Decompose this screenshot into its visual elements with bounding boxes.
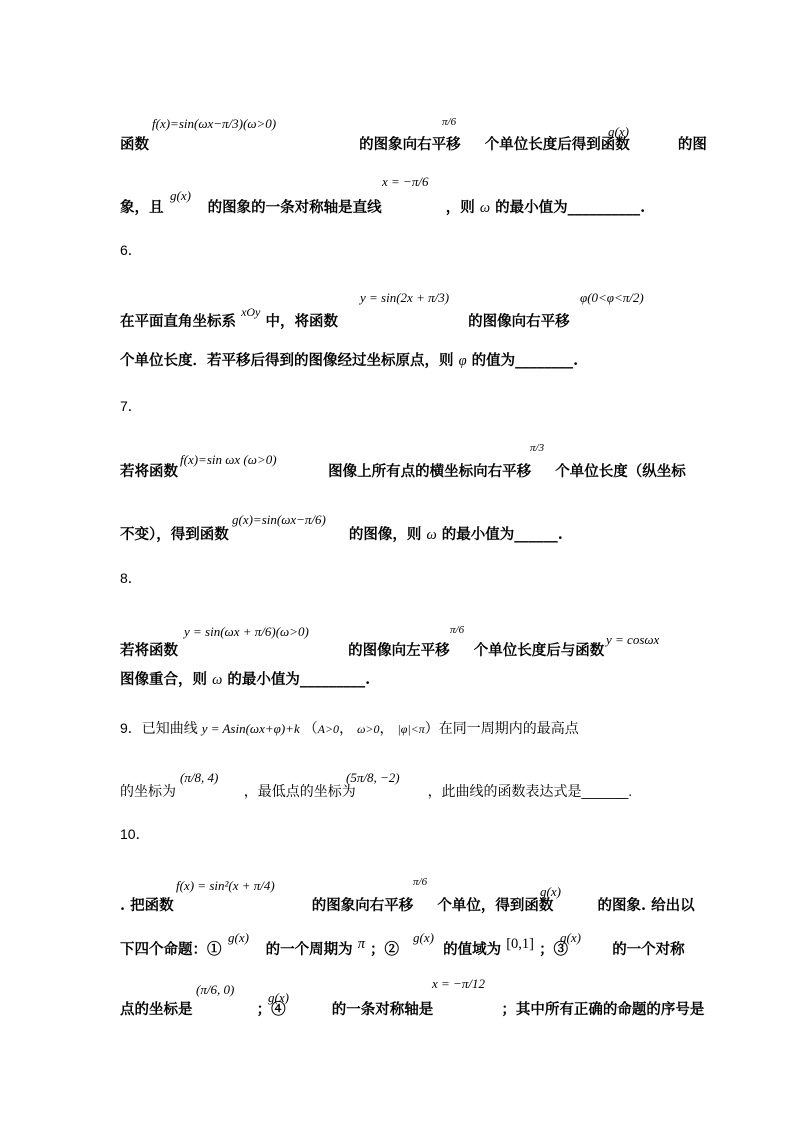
shift-8: π/6 <box>450 624 465 636</box>
problem-9-line-2: 的坐标为 ，最低点的坐标为 ，此曲线的函数表达式是______. <box>120 783 633 799</box>
problem-8-line-2: 图像重合，则 ω 的最小值为_________. <box>120 671 371 688</box>
problem-6-line-2: 个单位长度．若平移后得到的图像经过坐标原点，则 φ 的值为________. <box>120 352 579 369</box>
min-point-9: (5π/8, −2) <box>346 770 400 785</box>
formula-g-7: g(x)=sin(ωx−π/6) <box>232 512 326 527</box>
problem-5-line-1: 函数 的图象向右平移 个单位长度后得到函数 的图 <box>120 136 707 153</box>
problem-8-number: 8． <box>120 570 142 586</box>
problem-10-line-2: 下四个命题：① 的一个周期为 π ；② 的值域为 [0,1] ；③ 的一个对称 <box>120 936 685 958</box>
problem-9-line-1: 9．已知曲线 y = Asin(ωx+φ)+k （A>0， ω>0， |φ|<π）在同一周期内的最高点 <box>120 720 579 736</box>
problem-6-line-1: 在平面直角坐标系 $^{xOy}$ 中，将函数 的图像向右平移 <box>120 305 570 330</box>
max-point-9: (π/8, 4) <box>180 770 219 785</box>
formula-y-8: y = sin(ωx + π/6)(ω>0) <box>184 624 309 639</box>
g3-10: g(x) <box>560 930 581 945</box>
axis-10: x = −π/12 <box>432 976 485 991</box>
problem-5-line-2: 象，且 的图象的一条对称轴是直线 ，则 ω 的最小值为__________. <box>120 199 646 216</box>
formula-f-7: f(x)=sin ωx (ω>0) <box>180 452 277 467</box>
formula-y-6: y = sin(2x + π/3) <box>360 290 450 305</box>
problem-7-line-2: 不变），得到函数 的图像，则 ω 的最小值为______. <box>120 526 563 543</box>
problem-7-number: 7． <box>120 398 142 414</box>
g-func-10: g(x) <box>540 884 561 899</box>
shift-7: π/3 <box>530 442 545 454</box>
g4-10: g(x) <box>268 990 289 1005</box>
shift-5: π/6 <box>442 116 457 128</box>
problem-6-number: 6． <box>120 242 142 258</box>
shift-10: π/6 <box>413 876 428 888</box>
problem-7-line-1: 若将函数 图像上所有点的横坐标向右平移 个单位长度（纵坐标 <box>120 463 686 480</box>
formula-f-5: f(x)=sin(ωx−π/3)(ω>0) <box>152 116 277 131</box>
formula-f-10: f(x) = sin²(x + π/4) <box>176 878 275 893</box>
problem-8-line-1: 若将函数 的图像向左平移 个单位长度后与函数 <box>120 642 605 659</box>
g-func-5: g(x) <box>608 124 629 139</box>
problem-10-number: 10． <box>120 826 150 842</box>
g1-10: g(x) <box>228 930 249 945</box>
g-func-5b: g(x) <box>170 188 191 203</box>
target-8: y = cosωx <box>606 632 660 647</box>
g2-10: g(x) <box>413 930 434 945</box>
problem-10-line-1: . 把函数 的图象向右平移 个单位，得到函数 的图象. 给出以 <box>120 897 695 914</box>
point-10: (π/6, 0) <box>196 982 235 997</box>
phi-range-6: φ(0<φ<π/2) <box>580 290 644 305</box>
problem-10-line-3: 点的坐标是 ；④ 的一条对称轴是 ；其中所有正确的命题的序号是 <box>120 1001 705 1018</box>
axis-line-5: x = −π/6 <box>382 174 429 189</box>
